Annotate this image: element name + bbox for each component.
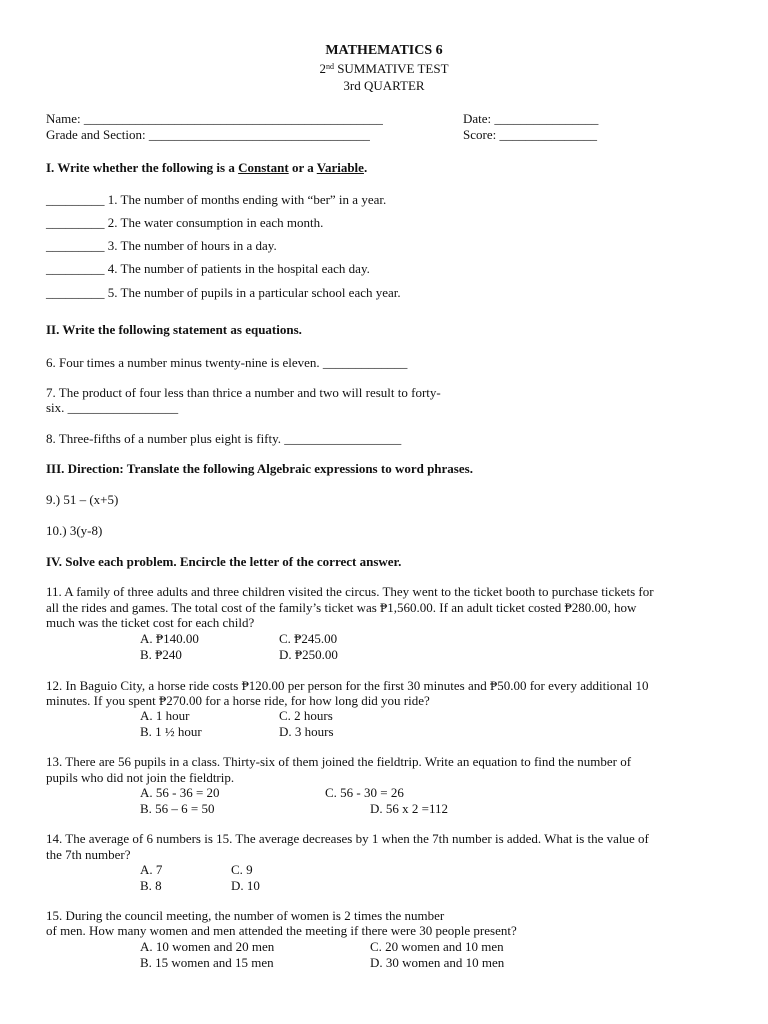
question-7-line-2[interactable]: six. _________________ — [46, 400, 179, 415]
question-7-line-1[interactable]: 7. The product of four less than thrice a number and two will result to forty- — [46, 385, 441, 400]
question-15-choice-a[interactable]: A. 10 women and 20 men — [140, 939, 275, 954]
question-14-line-2: the 7th number? — [46, 847, 131, 862]
section-1-heading-end: . — [363, 160, 368, 175]
question-13-choice-a[interactable]: A. 56 - 36 = 20 — [140, 785, 220, 800]
question-8[interactable]: 8. Three-fifths of a number plus eight is fifty. __________________ — [46, 431, 402, 446]
question-13-line-2: pupils who did not join the fieldtrip. — [46, 770, 235, 785]
question-12-line-1: 12. In Baguio City, a horse ride costs ₱120.00 per person for the first 30 minutes and ₱50.00 for every additional 10 — [46, 678, 649, 693]
question-13-choice-d[interactable]: D. 56 x 2 =112 — [370, 801, 448, 816]
question-10: 10.) 3(y-8) — [46, 523, 103, 538]
test-name-text: SUMMATIVE TEST — [333, 61, 449, 76]
question-11-choice-a[interactable]: A. ₱140.00 — [140, 631, 199, 646]
test-ordinal-number: 2 — [319, 61, 326, 76]
name-field[interactable]: Name: ______________________________________________ — [46, 111, 383, 126]
test-ordinal-superscript: nd — [325, 62, 334, 71]
question-14-choice-b[interactable]: B. 8 — [140, 878, 162, 893]
question-4[interactable]: _________ 4. The number of patients in the hospital each day. — [46, 261, 370, 276]
question-1[interactable]: _________ 1. The number of months ending with “ber” in a year. — [46, 192, 387, 207]
question-14-line-1: 14. The average of 6 numbers is 15. The average decreases by 1 when the 7th number is added. What is the value of — [46, 831, 649, 846]
section-1-word-constant: Constant — [238, 160, 289, 175]
question-9: 9.) 51 – (x+5) — [46, 492, 119, 507]
question-6[interactable]: 6. Four times a number minus twenty-nine is eleven. _____________ — [46, 355, 408, 370]
section-4-heading: IV. Solve each problem. Encircle the letter of the correct answer. — [46, 554, 402, 569]
question-2[interactable]: _________ 2. The water consumption in each month. — [46, 215, 324, 230]
date-field[interactable]: Date: ________________ — [463, 111, 599, 126]
question-11-line-3: much was the ticket cost for each child? — [46, 615, 255, 630]
grade-section-field[interactable]: Grade and Section: __________________________________ — [46, 127, 370, 142]
question-11-line-1: 11. A family of three adults and three children visited the circus. They went to the ticket booth to purchase tickets for — [46, 584, 654, 599]
question-11-choice-d[interactable]: D. ₱250.00 — [279, 647, 338, 662]
question-12-choice-d[interactable]: D. 3 hours — [279, 724, 334, 739]
question-15-choice-d[interactable]: D. 30 women and 10 men — [370, 955, 505, 970]
section-1-heading-mid: or a — [288, 160, 317, 175]
question-3[interactable]: _________ 3. The number of hours in a day. — [46, 238, 277, 253]
question-12-line-2: minutes. If you spent ₱270.00 for a horse ride, for how long did you ride? — [46, 693, 430, 708]
score-field[interactable]: Score: _______________ — [463, 127, 597, 142]
test-name — [0, 61, 768, 77]
question-15-choice-b[interactable]: B. 15 women and 15 men — [140, 955, 274, 970]
question-12-choice-c[interactable]: C. 2 hours — [279, 708, 333, 723]
question-13-choice-c[interactable]: C. 56 - 30 = 26 — [325, 785, 404, 800]
section-1-heading-pre: I. Write whether the following is a — [46, 160, 239, 175]
question-11-line-2: all the rides and games. The total cost of the family’s ticket was ₱1,560.00. If an adult ticket costed ₱280.00, how — [46, 600, 637, 615]
question-12-choice-b[interactable]: B. 1 ½ hour — [140, 724, 202, 739]
question-13-choice-b[interactable]: B. 56 – 6 = 50 — [140, 801, 215, 816]
question-14-choice-c[interactable]: C. 9 — [231, 862, 253, 877]
test-title: MATHEMATICS 6 — [325, 43, 443, 58]
question-15-line-2: of men. How many women and men attended the meeting if there were 30 people present? — [46, 923, 517, 938]
question-14-choice-d[interactable]: D. 10 — [231, 878, 260, 893]
section-1-word-variable: Variable — [316, 160, 364, 175]
quarter-label: 3rd QUARTER — [343, 78, 425, 93]
question-13-line-1: 13. There are 56 pupils in a class. Thirty-six of them joined the fieldtrip. Write an equation to find the number of — [46, 754, 632, 769]
question-15-choice-c[interactable]: C. 20 women and 10 men — [370, 939, 504, 954]
section-1-heading — [46, 160, 367, 176]
section-2-heading: II. Write the following statement as equations. — [46, 322, 302, 337]
question-5[interactable]: _________ 5. The number of pupils in a particular school each year. — [46, 285, 401, 300]
section-3-heading: III. Direction: Translate the following Algebraic expressions to word phrases. — [46, 461, 473, 476]
question-12-choice-a[interactable]: A. 1 hour — [140, 708, 190, 723]
question-11-choice-c[interactable]: C. ₱245.00 — [279, 631, 338, 646]
question-14-choice-a[interactable]: A. 7 — [140, 862, 163, 877]
question-11-choice-b[interactable]: B. ₱240 — [140, 647, 182, 662]
question-15-line-1: 15. During the council meeting, the number of women is 2 times the number — [46, 908, 445, 923]
